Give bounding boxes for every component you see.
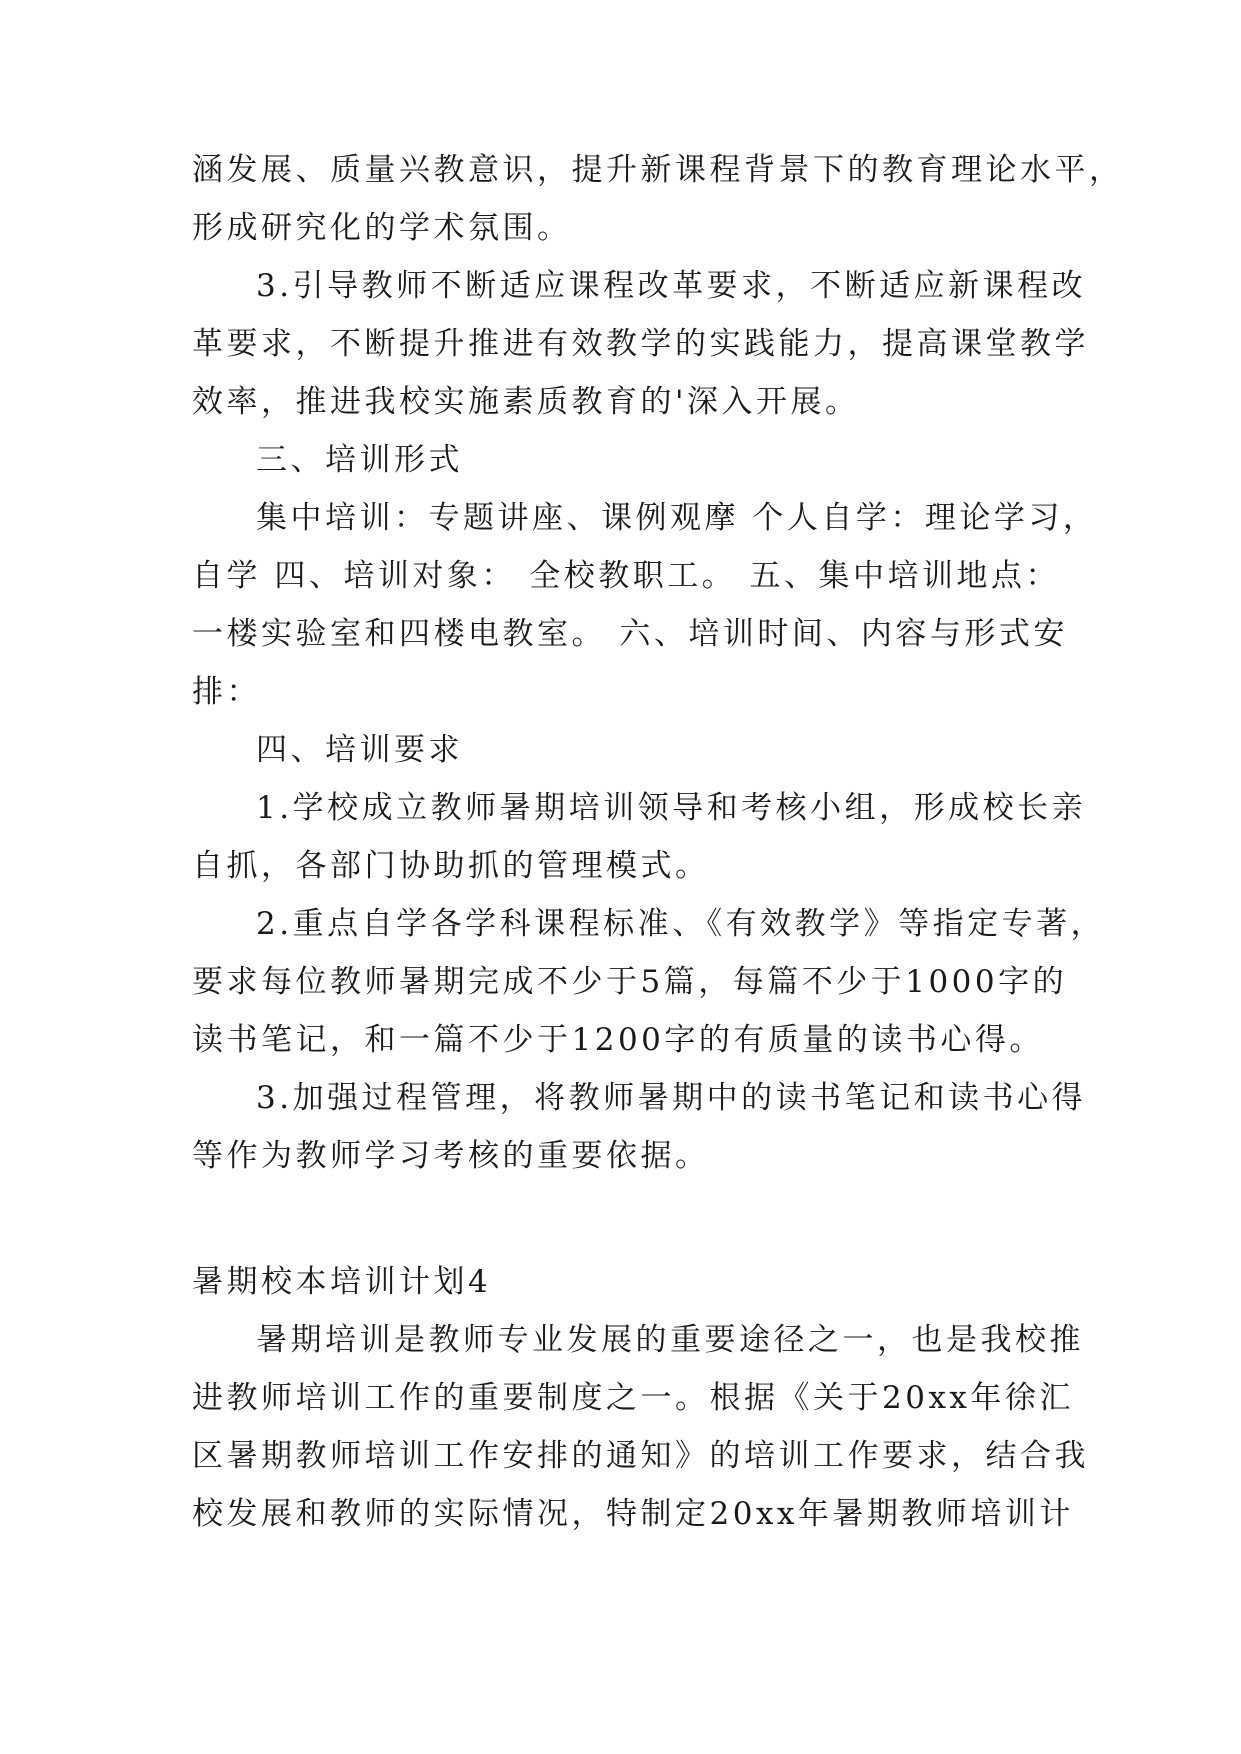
text-line: 集中培训：专题讲座、课例观摩 个人自学：理论学习，: [256, 500, 1098, 536]
text-line: 3.引导教师不断适应课程改革要求，不断适应新课程改: [256, 268, 1087, 304]
text-line: 效率，推进我校实施素质教育的'深入开展。: [192, 384, 860, 420]
text-line: 1.学校成立教师暑期培训领导和考核小组，形成校长亲: [256, 790, 1087, 826]
text-line: 自学 四、培训对象： 全校教职工。 五、集中培训地点：: [192, 558, 1061, 594]
text-line: 形成研究化的学术氛围。: [192, 210, 572, 246]
text-line: 排：: [192, 674, 261, 710]
text-line: 等作为教师学习考核的重要依据。: [192, 1138, 710, 1174]
text-line: 暑期培训是教师专业发展的重要途径之一，也是我校推: [256, 1322, 1084, 1358]
text-line: 一楼实验室和四楼电教室。 六、培训时间、内容与形式安: [192, 616, 1068, 652]
text-line: 校发展和教师的实际情况，特制定20xx年暑期教师培训计: [192, 1496, 1074, 1532]
text-line: 进教师培训工作的重要制度之一。根据《关于20xx年徐汇: [192, 1380, 1074, 1416]
section-heading: 三、培训形式: [256, 442, 463, 478]
text-line: 革要求，不断提升推进有效教学的实践能力，提高课堂教学: [192, 326, 1089, 362]
text-line: 涵发展、质量兴教意识，提升新课程背景下的教育理论水平，: [192, 152, 1124, 188]
document-title: 暑期校本培训计划4: [192, 1264, 492, 1300]
text-line: 区暑期教师培训工作安排的通知》的培训工作要求，结合我: [192, 1438, 1089, 1474]
text-line: 3.加强过程管理，将教师暑期中的读书笔记和读书心得: [256, 1080, 1087, 1116]
text-line: 2.重点自学各学科课程标准、《有效教学》等指定专著，: [256, 906, 1106, 942]
text-line: 自抓，各部门协助抓的管理模式。: [192, 848, 710, 884]
text-line: 要求每位教师暑期完成不少于5篇，每篇不少于1000字的: [192, 964, 1068, 1000]
text-line: 读书笔记，和一篇不少于1200字的有质量的读书心得。: [192, 1022, 1044, 1058]
section-heading: 四、培训要求: [256, 732, 463, 768]
